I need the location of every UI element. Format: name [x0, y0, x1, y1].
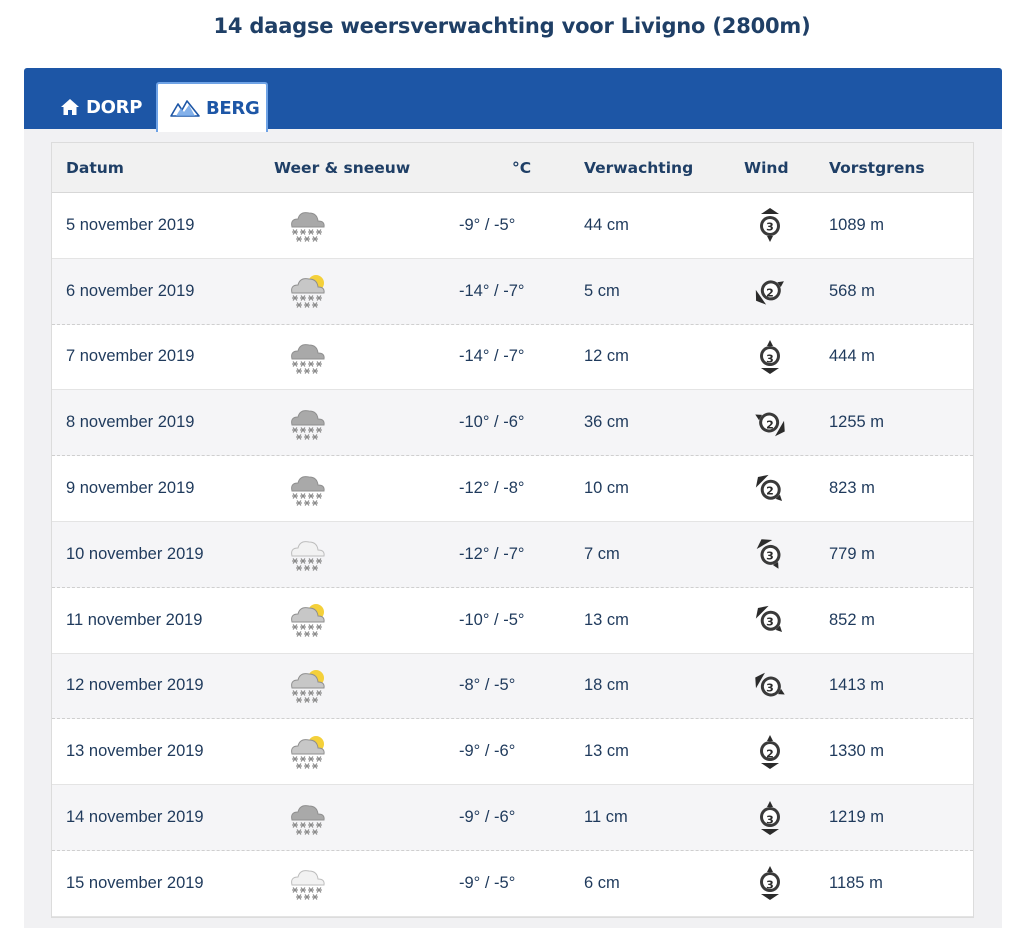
cell-date: 14 november 2019 — [66, 808, 204, 827]
cell-date: 12 november 2019 — [66, 676, 204, 695]
table-header — [52, 143, 973, 193]
cell-snow: 10 cm — [584, 479, 629, 498]
cell-snow: 6 cm — [584, 873, 620, 892]
table-row — [52, 390, 973, 456]
cell-frost: 1255 m — [829, 413, 885, 432]
cell-frost: 823 m — [829, 479, 875, 498]
wind-arrow-icon — [744, 785, 829, 850]
cell-temp: -9° / -6° — [459, 742, 516, 761]
cell-snow: 18 cm — [584, 676, 629, 695]
wind-arrow-icon — [744, 522, 829, 587]
heavy-snow-cloud-icon — [274, 785, 459, 850]
mountain-icon — [170, 99, 200, 117]
cell-frost: 568 m — [829, 281, 875, 300]
cell-date: 13 november 2019 — [66, 742, 204, 761]
cell-temp: -14° / -7° — [459, 281, 525, 300]
table-body — [52, 193, 973, 917]
cell-date: 6 november 2019 — [66, 281, 195, 300]
cell-temp: -12° / -8° — [459, 479, 525, 498]
tab-dorp-label: DORP — [86, 96, 143, 118]
svg-text:2: 2 — [766, 418, 774, 432]
cell-frost: 1185 m — [829, 873, 883, 892]
cell-frost: 444 m — [829, 347, 875, 366]
wind-arrow-icon — [744, 325, 829, 390]
svg-text:3: 3 — [766, 220, 774, 234]
tab-berg[interactable] — [156, 82, 268, 132]
table-row — [52, 259, 973, 325]
cell-snow: 5 cm — [584, 281, 620, 300]
svg-text:3: 3 — [766, 615, 774, 629]
svg-text:3: 3 — [766, 813, 774, 827]
table-row — [52, 785, 973, 851]
cell-snow: 12 cm — [584, 347, 629, 366]
cell-snow: 13 cm — [584, 742, 629, 761]
cell-snow: 11 cm — [584, 808, 628, 827]
cell-snow: 44 cm — [584, 215, 629, 234]
cell-temp: -9° / -6° — [459, 808, 516, 827]
cell-date: 10 november 2019 — [66, 544, 204, 563]
wind-arrow-icon — [744, 851, 829, 916]
svg-text:3: 3 — [766, 878, 774, 892]
heavy-snow-cloud-icon — [274, 390, 459, 455]
table-row — [52, 193, 973, 259]
wind-arrow-icon — [744, 654, 829, 719]
cell-snow: 13 cm — [584, 610, 629, 629]
table-row — [52, 456, 973, 522]
tab-dorp[interactable] — [60, 83, 142, 131]
wind-arrow-icon — [744, 390, 829, 455]
header-weer[interactable]: Weer & sneeuw — [274, 158, 411, 177]
forecast-panel — [24, 68, 1002, 928]
svg-text:2: 2 — [766, 747, 774, 761]
snow-sun-cloud-icon — [274, 259, 459, 324]
house-icon — [60, 98, 80, 116]
cell-temp: -12° / -7° — [459, 544, 525, 563]
light-snow-cloud-icon — [274, 851, 459, 916]
table-row — [52, 719, 973, 785]
header-wind[interactable]: Wind — [744, 158, 789, 177]
heavy-snow-cloud-icon — [274, 456, 459, 521]
cell-date: 7 november 2019 — [66, 347, 195, 366]
table-row — [52, 851, 973, 917]
snow-sun-cloud-icon — [274, 654, 459, 719]
forecast-table — [51, 142, 974, 918]
table-row — [52, 588, 973, 654]
wind-arrow-icon — [744, 259, 829, 324]
heavy-snow-cloud-icon — [274, 325, 459, 390]
cell-temp: -9° / -5° — [459, 215, 516, 234]
cell-date: 15 november 2019 — [66, 873, 204, 892]
svg-text:3: 3 — [766, 352, 774, 366]
tab-bar — [24, 68, 1002, 129]
cell-temp: -10° / -6° — [459, 413, 525, 432]
cell-frost: 1413 m — [829, 676, 885, 695]
wind-arrow-icon — [744, 588, 829, 653]
wind-arrow-icon — [744, 719, 829, 784]
svg-text:2: 2 — [766, 484, 774, 498]
header-verwachting[interactable]: Verwachting — [584, 158, 694, 177]
cell-date: 5 november 2019 — [66, 215, 195, 234]
page-title: 14 daagse weersverwachting voor Livigno (2800m) — [213, 14, 811, 38]
cell-temp: -10° / -5° — [459, 610, 525, 629]
header-vorstgrens[interactable]: Vorstgrens — [829, 158, 925, 177]
cell-frost: 1330 m — [829, 742, 885, 761]
svg-text:3: 3 — [766, 549, 774, 563]
svg-text:2: 2 — [766, 286, 774, 300]
cell-frost: 1219 m — [829, 808, 885, 827]
cell-snow: 36 cm — [584, 413, 629, 432]
light-snow-cloud-icon — [274, 522, 459, 587]
cell-temp: -14° / -7° — [459, 347, 525, 366]
wind-arrow-icon — [744, 193, 829, 258]
cell-frost: 1089 m — [829, 215, 885, 234]
snow-sun-cloud-icon — [274, 588, 459, 653]
cell-frost: 852 m — [829, 610, 875, 629]
cell-snow: 7 cm — [584, 544, 620, 563]
cell-frost: 779 m — [829, 544, 875, 563]
table-row — [52, 325, 973, 391]
snow-sun-cloud-icon — [274, 719, 459, 784]
svg-text:3: 3 — [766, 681, 774, 695]
cell-temp: -9° / -5° — [459, 873, 516, 892]
cell-date: 9 november 2019 — [66, 479, 195, 498]
header-temp[interactable]: °C — [512, 158, 532, 177]
cell-temp: -8° / -5° — [459, 676, 516, 695]
heavy-snow-cloud-icon — [274, 193, 459, 258]
header-datum[interactable]: Datum — [66, 158, 124, 177]
tab-berg-label: BERG — [206, 97, 260, 119]
table-row — [52, 654, 973, 720]
table-row — [52, 522, 973, 588]
wind-arrow-icon — [744, 456, 829, 521]
cell-date: 8 november 2019 — [66, 413, 195, 432]
cell-date: 11 november 2019 — [66, 610, 203, 629]
